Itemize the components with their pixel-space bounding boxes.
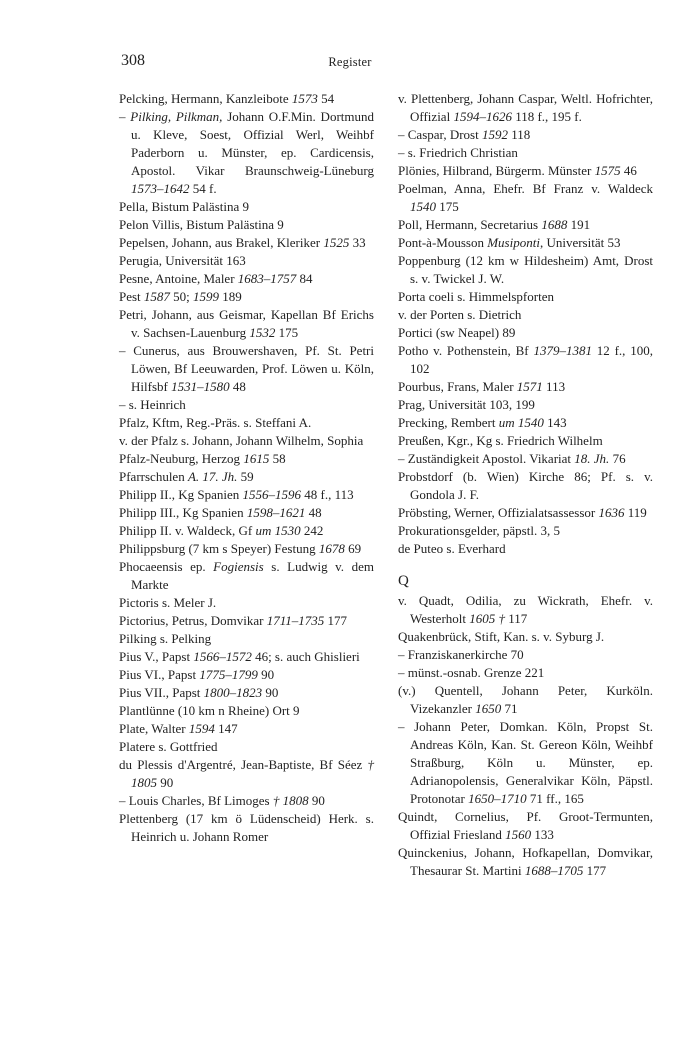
index-entry: Pius V., Papst 1566–1572 46; s. auch Ghislieri [119, 649, 360, 664]
section-letter: Q [398, 573, 409, 589]
index-entry: Plantlünne (10 km n Rheine) Ort 9 [119, 703, 300, 718]
index-entry: Quindt, Cornelius, Pf. Groot-Termunten, Offizial Friesland 1560 133 [398, 809, 653, 842]
index-entry: v. der Porten s. Dietrich [398, 307, 522, 322]
index-entry: v. Plettenberg, Johann Caspar, Weltl. Hofrichter, Offizial 1594–1626 118 f., 195 f. [398, 91, 653, 124]
index-column-right [398, 90, 653, 880]
index-column-left [119, 90, 374, 846]
index-entry: – Cunerus, aus Brouwershaven, Pf. St. Petri Löwen, Bf Leeuwarden, Prof. Löwen u. Köln, Hilfsbf 1531–1580 48 [119, 343, 374, 394]
index-entry: Preußen, Kgr., Kg s. Friedrich Wilhelm [398, 433, 603, 448]
index-entry: – Louis Charles, Bf Limoges † 1808 90 [119, 793, 325, 808]
index-entry: Pfarrschulen A. 17. Jh. 59 [119, 469, 254, 484]
index-entry: Potho v. Pothenstein, Bf 1379–1381 12 f., 100, 102 [398, 343, 653, 376]
index-entry: du Plessis d'Argentré, Jean-Baptiste, Bf Séez † 1805 90 [119, 757, 374, 790]
index-entry: – s. Heinrich [119, 397, 186, 412]
index-entry: Pius VI., Papst 1775–1799 90 [119, 667, 275, 682]
index-entry: Poppenburg (12 km w Hildesheim) Amt, Drost s. v. Twickel J. W. [398, 253, 653, 286]
index-entry: Perugia, Universität 163 [119, 253, 246, 268]
index-entry: Prag, Universität 103, 199 [398, 397, 535, 412]
index-entry: Precking, Rembert um 1540 143 [398, 415, 567, 430]
index-entry: – Caspar, Drost 1592 118 [398, 127, 531, 142]
index-entry: (v.) Quentell, Johann Peter, Kurköln. Vizekanzler 1650 71 [398, 683, 653, 716]
index-entry: – Zuständigkeit Apostol. Vikariat 18. Jh. 76 [398, 451, 626, 466]
index-entry: Plate, Walter 1594 147 [119, 721, 238, 736]
index-entry: Pilking s. Pelking [119, 631, 212, 646]
index-entry: – Franziskanerkirche 70 [398, 647, 524, 662]
index-entry: Pictorius, Petrus, Domvikar 1711–1735 177 [119, 613, 347, 628]
index-entry: Pröbsting, Werner, Offizialatsassessor 1636 119 [398, 505, 647, 520]
index-entry: Pelcking, Hermann, Kanzleibote 1573 54 [119, 91, 335, 106]
index-entry: Poelman, Anna, Ehefr. Bf Franz v. Waldeck 1540 175 [398, 181, 653, 214]
index-entry: – Johann Peter, Domkan. Köln, Propst St. Andreas Köln, Kan. St. Gereon Köln, Weihbf Straßburg, Köln u. Münster, ep. Adrianopolensis, Generalvikar Köln, Päpstl. Protonotar 1650–1710 71 ff., 165 [398, 719, 653, 806]
index-entry: Probstdorf (b. Wien) Kirche 86; Pf. s. v. Gondola J. F. [398, 469, 653, 502]
index-entry: Philipp II. v. Waldeck, Gf um 1530 242 [119, 523, 324, 538]
index-entry: Philipp II., Kg Spanien 1556–1596 48 f., 113 [119, 487, 354, 502]
index-entry: Pictoris s. Meler J. [119, 595, 217, 610]
index-entry: Philipp III., Kg Spanien 1598–1621 48 [119, 505, 322, 520]
index-entry: v. Quadt, Odilia, zu Wickrath, Ehefr. v. Westerholt 1605 † 117 [398, 593, 653, 626]
index-entry: Pfalz, Kftm, Reg.-Präs. s. Steffani A. [119, 415, 312, 430]
index-entry: de Puteo s. Everhard [398, 541, 506, 556]
index-entry: Poll, Hermann, Secretarius 1688 191 [398, 217, 591, 232]
index-entry: Prokurationsgelder, päpstl. 3, 5 [398, 523, 560, 538]
index-entry: Quinckenius, Johann, Hofkapellan, Domvikar, Thesaurar St. Martini 1688–1705 177 [398, 845, 653, 878]
index-entry: Pesne, Antoine, Maler 1683–1757 84 [119, 271, 313, 286]
index-entry: v. der Pfalz s. Johann, Johann Wilhelm, Sophia [119, 433, 364, 448]
index-entry: Portici (sw Neapel) 89 [398, 325, 516, 340]
page-number: 308 [121, 52, 145, 69]
index-entry: Petri, Johann, aus Geismar, Kapellan Bf Erichs v. Sachsen-Lauenburg 1532 175 [119, 307, 374, 340]
index-entry: Pourbus, Frans, Maler 1571 113 [398, 379, 566, 394]
index-entry: Platere s. Gottfried [119, 739, 218, 754]
index-entry: – Pilking, Pilkman, Johann O.F.Min. Dortmund u. Kleve, Soest, Offizial Werl, Weihbf Paderborn u. Münster, ep. Cardicensis, Apostol. Vikar Braunschweig-Lüneburg 1573–1642 54 f. [119, 109, 374, 196]
index-entry: Plönies, Hilbrand, Bürgerm. Münster 1575 46 [398, 163, 637, 178]
index-entry: Pfalz-Neuburg, Herzog 1615 58 [119, 451, 286, 466]
index-entry: Pius VII., Papst 1800–1823 90 [119, 685, 279, 700]
index-entry: Porta coeli s. Himmelspforten [398, 289, 554, 304]
index-entry: Pest 1587 50; 1599 189 [119, 289, 242, 304]
index-entry: Phocaeensis ep. Fogiensis s. Ludwig v. dem Markte [119, 559, 374, 592]
index-entry: Philippsburg (7 km s Speyer) Festung 1678 69 [119, 541, 362, 556]
index-entry: – s. Friedrich Christian [398, 145, 518, 160]
index-entry: Pelon Villis, Bistum Palästina 9 [119, 217, 284, 232]
index-entry: Plettenberg (17 km ö Lüdenscheid) Herk. s. Heinrich u. Johann Romer [119, 811, 374, 844]
running-head: Register [328, 55, 372, 69]
index-entry: Pepelsen, Johann, aus Brakel, Kleriker 1525 33 [119, 235, 366, 250]
index-entry: – münst.-osnab. Grenze 221 [398, 665, 545, 680]
index-entry: Quakenbrück, Stift, Kan. s. v. Syburg J. [398, 629, 605, 644]
index-entry: Pella, Bistum Palästina 9 [119, 199, 249, 214]
index-entry: Pont-à-Mousson Musiponti, Universität 53 [398, 235, 621, 250]
